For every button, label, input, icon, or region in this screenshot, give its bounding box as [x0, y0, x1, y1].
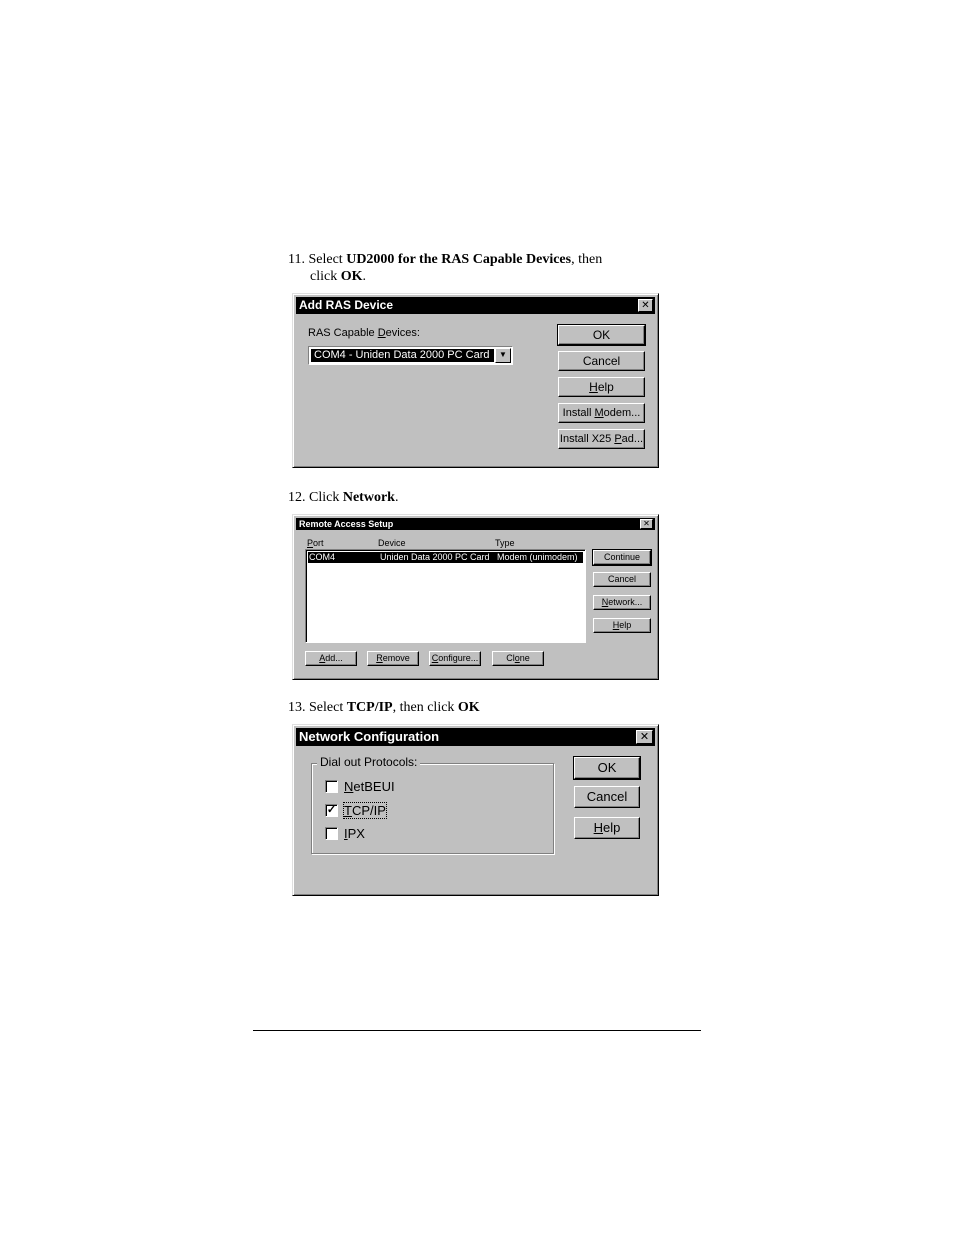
install-modem-button[interactable]: Install Modem...	[558, 403, 645, 423]
table-row[interactable]	[308, 552, 583, 563]
netbeui-checkbox[interactable]	[325, 780, 338, 793]
footer-divider	[253, 1030, 701, 1031]
step-number: 12.	[288, 490, 306, 505]
continue-button[interactable]: Continue	[593, 550, 651, 565]
dialog-titlebar	[296, 728, 655, 746]
tcpip-label: TCP/IP	[344, 803, 386, 818]
close-button[interactable]	[636, 730, 653, 744]
tcpip-checkbox[interactable]	[325, 804, 338, 817]
close-icon: ✕	[643, 519, 650, 528]
remote-access-setup-dialog	[292, 514, 659, 680]
network-configuration-dialog	[292, 724, 659, 896]
ipx-checkbox[interactable]	[325, 827, 338, 840]
dialog-titlebar	[296, 518, 655, 530]
add-ras-device-dialog	[292, 293, 659, 468]
dial-out-protocols-label: Dial out Protocols:	[317, 755, 420, 769]
step-13-instruction: 13. Select TCP/IP, then click OK	[288, 700, 480, 715]
remove-button[interactable]: Remove	[367, 651, 419, 666]
help-button[interactable]: Help	[574, 817, 640, 839]
help-button[interactable]: Help	[593, 618, 651, 633]
checkmark-icon: ✓	[326, 804, 337, 816]
step-12-instruction: 12. Click Network.	[288, 490, 399, 505]
step-number: 13.	[288, 700, 306, 715]
dialog-title: Remote Access Setup	[299, 519, 394, 529]
dialog-titlebar	[296, 297, 655, 314]
column-header-type: Type	[495, 538, 515, 548]
ok-button[interactable]: OK	[558, 325, 645, 345]
cancel-button[interactable]: Cancel	[593, 572, 651, 587]
ok-button[interactable]: OK	[574, 757, 640, 779]
cancel-button[interactable]: Cancel	[558, 351, 645, 371]
configure-button[interactable]: Configure...	[429, 651, 481, 666]
close-icon: ✕	[641, 300, 650, 311]
cell-port: COM4	[309, 552, 336, 562]
dialog-title: Network Configuration	[299, 729, 440, 744]
close-button[interactable]	[638, 299, 653, 312]
ras-capable-devices-label: RAS Capable Devices:	[308, 327, 420, 339]
column-header-port: Port	[307, 538, 324, 548]
close-button[interactable]	[640, 519, 653, 529]
netbeui-label: NetBEUI	[344, 779, 395, 794]
selected-device-value: COM4 - Uniden Data 2000 PC Card	[311, 349, 494, 362]
network-button[interactable]: Network...	[593, 595, 651, 610]
chevron-down-icon[interactable]: ▼	[495, 348, 511, 363]
cell-device: Uniden Data 2000 PC Card	[380, 552, 490, 562]
dialog-title: Add RAS Device	[299, 298, 394, 312]
add-button[interactable]: Add...	[305, 651, 357, 666]
ras-device-dropdown[interactable]	[308, 346, 513, 365]
port-list[interactable]	[305, 549, 586, 643]
clone-button[interactable]: Clone	[492, 651, 544, 666]
ipx-label: IPX	[344, 826, 365, 841]
cell-type: Modem (unimodem)	[497, 552, 578, 562]
help-button[interactable]: Help	[558, 377, 645, 397]
step-number: 11.	[288, 252, 305, 267]
column-header-device: Device	[378, 538, 406, 548]
install-x25-pad-button[interactable]: Install X25 Pad...	[558, 429, 645, 449]
close-icon: ✕	[639, 731, 650, 743]
step-11-instruction: 11. Select UD2000 for the RAS Capable Devices, then click OK.	[288, 252, 603, 284]
cancel-button[interactable]: Cancel	[574, 786, 640, 808]
